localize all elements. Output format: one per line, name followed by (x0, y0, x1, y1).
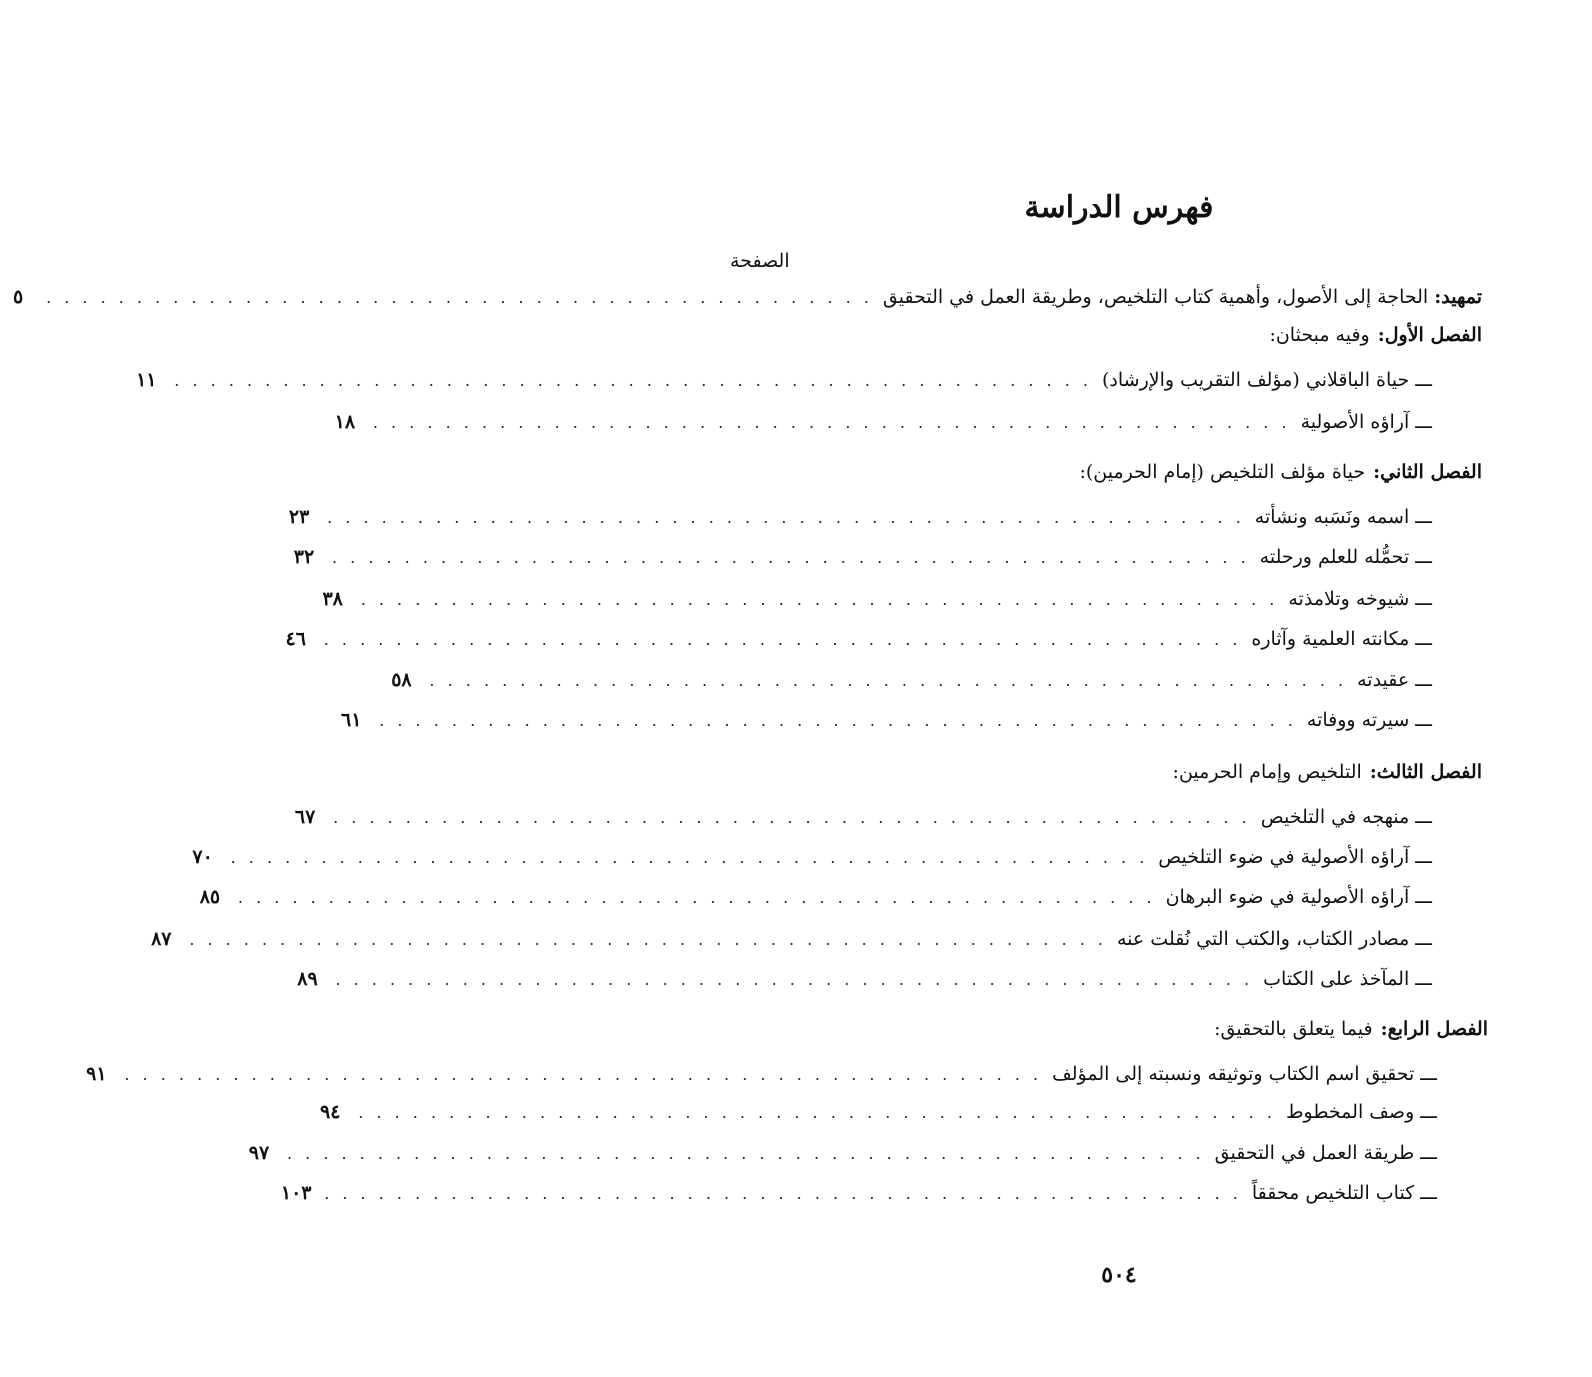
chapter-heading (1269, 318, 1482, 352)
chapter-title: فيما يتعلق بالتحقيق: (1214, 1018, 1373, 1040)
leader-dots: . . . . . . . . . . . . . . . . . . . . . . . . . . . . . . . . . . . . . . . . . . . . . . . . . . . (372, 412, 1291, 432)
leader-dots: . . . . . . . . . . . . . . . . . . . . . . . . . . . . . . . . . . . . . . . . . . . . . . . . . . . (358, 1102, 1276, 1122)
leader-dots: . . . . . . . . . . . . . . . . . . . . . . . . . . . . . . . . . . . . . . . . . . . . . . . . . . . (323, 629, 1242, 649)
toc-page-number: ٢٣ (288, 506, 310, 528)
leader-dots: . . . . . . . . . . . . . . . . . . . . . . . . . . . . . . . . . . . . . . . . . . . . . . . . . . . (286, 1143, 1205, 1163)
chapter-title: التلخيص وإمام الحرمين: (1172, 761, 1362, 783)
toc-entry (199, 880, 1432, 914)
toc-entry-text: ـــ تحقيق اسم الكتاب وتوثيقه ونسبته إلى المؤلف (1052, 1063, 1437, 1085)
toc-entry-text: ـــ عقيدته (1357, 669, 1432, 691)
leader-dots: . . . . . . . . . . . . . . . . . . . . . . . . . . . . . . . . . . . . . . . . . . . . . . . . . . . (327, 507, 1245, 527)
toc-entry-text: ـــ آراؤه الأصولية في ضوء التلخيص (1158, 846, 1432, 868)
toc-page-number: ٦٧ (294, 806, 316, 828)
leader-dots: . . . . . . . . . . . . . . . . . . . . . . . . . . . . . . . . . . . . . . . . . . . . . . . . . . . (331, 547, 1250, 567)
leader-dots: . . . . . . . . . . . . . . . . . . . . . . . . . . . . . . . . . . . . . . . . . . . . . . . . . . . (360, 589, 1279, 609)
toc-entry-text: ـــ طريقة العمل في التحقيق (1215, 1142, 1437, 1164)
leader-dots: . . . . . . . . . . . . . . . . . . . . . . . . . . . . . . . . . . . . . . . . . . . . . . . . . . . (174, 370, 1092, 390)
leader-dots: . . . . . . . . . . . . . . . . . . . . . . . . . . . . . . . . . . . . . . . . . . . . . . . . . . . (230, 847, 1149, 867)
toc-entry-text: ـــ المآخذ على الكتاب (1263, 968, 1432, 990)
leader-dots: . . . . . . . . . . . . . . . . . . . . . . . . . . . . . . . . . . . . . . . . . . . . . . . . . . . (333, 807, 1251, 827)
toc-page-number: ٥٨ (391, 669, 412, 691)
toc-entry (285, 622, 1432, 656)
toc-page-number: ٣٨ (322, 588, 343, 610)
toc-intro-row (12, 280, 1482, 314)
toc-entry (340, 703, 1432, 737)
chapter-label: الفصل الثالث: (1369, 761, 1482, 783)
toc-entry-text: ـــ آراؤه الأصولية في ضوء البرهان (1166, 886, 1432, 908)
toc-entry (151, 922, 1432, 956)
toc-entry (294, 800, 1432, 834)
book-page (12, 0, 1592, 1377)
toc-page-number: ٦١ (340, 709, 362, 731)
page-number: ٥٠٤ (1101, 1262, 1137, 1288)
toc-entry-text: ـــ مصادر الكتاب، والكتب التي نُقلت عنه (1117, 928, 1432, 950)
toc-page-number: ٤٦ (285, 628, 306, 650)
toc-entry (136, 363, 1432, 397)
chapter-label: الفصل الأول: (1377, 324, 1482, 346)
toc-page-number: ١١ (136, 369, 157, 391)
toc-entry-text: ـــ شيوخه وتلامذته (1288, 588, 1432, 610)
toc-entry-text: ـــ كتاب التلخيص محققاً (1252, 1182, 1437, 1204)
toc-page-number: ٩٧ (248, 1142, 270, 1164)
toc-page-number: ٣٢ (293, 546, 315, 568)
toc-entry-text: ـــ سيرته ووفاته (1307, 709, 1432, 731)
chapter-label: الفصل الرابع: (1380, 1018, 1488, 1040)
toc-entry-text: ـــ حياة الباقلاني (مؤلف التقريب والإرشاد) (1102, 369, 1432, 391)
toc-page-number: ١٨ (334, 411, 356, 433)
toc-entry (293, 540, 1432, 574)
toc-entry-text: ـــ اسمه ونَسَبه ونشأته (1255, 506, 1432, 528)
leader-dots: . . . . . . . . . . . . . . . . . . . . . . . . . . . . . . . . . . . . . . . . . . . . . . . . . . . (379, 710, 1297, 730)
toc-intro-text: الحاجة إلى الأصول، وأهمية كتاب التلخيص، وطريقة العمل في التحقيق (882, 286, 1429, 308)
chapter-title: حياة مؤلف التلخيص (إمام الحرمين): (1079, 461, 1366, 483)
toc-entry (297, 962, 1432, 996)
toc-intro-label-group (883, 286, 1482, 308)
page-column-label: الصفحة (730, 250, 790, 272)
toc-entry-text: ـــ منهجه في التلخيص (1261, 806, 1432, 828)
chapter-heading (1079, 455, 1482, 489)
toc-intro-label: تمهيد: (1434, 286, 1482, 308)
toc-entry (248, 1136, 1437, 1170)
toc-entry (334, 405, 1432, 439)
toc-page-number: ١٠٣ (280, 1182, 312, 1204)
toc-page-number: ٨٧ (151, 928, 172, 950)
toc-entry (280, 1176, 1437, 1210)
chapter-label: الفصل الثاني: (1373, 461, 1482, 483)
toc-page-number: ٧٠ (192, 846, 213, 868)
toc-entry-text: ـــ مكانته العلمية وآثاره (1251, 628, 1432, 650)
toc-entry-text: ـــ وصف المخطوط (1286, 1101, 1437, 1123)
toc-page-number: ٩١ (86, 1063, 107, 1085)
page-title: فهرس الدراسة (1024, 190, 1214, 225)
leader-dots: . . . . . . . . . . . . . . . . . . . . . . . . . . . . . . . . . . . . . . . . . . . . . . . . . . . (324, 1183, 1242, 1203)
toc-page-number: ٨٥ (199, 886, 221, 908)
toc-page-number: ٥ (12, 286, 24, 308)
leader-dots: . . . . . . . . . . . . . . . . . . . . . . . . . . . . . . . . . . . . . . . . . . . . . . . . . . . (335, 969, 1254, 989)
leader-dots: . . . . . . . . . . . . . . . . . . . . . . . . . . . . . . . . . . . . . . . . . . . . . . . . . . . (237, 887, 1156, 907)
toc-entry (86, 1057, 1437, 1091)
toc-entry (288, 500, 1432, 534)
toc-entry-text: ـــ تحمُّله للعلم ورحلته (1260, 546, 1432, 568)
leader-dots: . . . . . . . . . . . . . . . . . . . . . . . . . . . . . . . . . . . . . . . . . . . . . . . . . . . (189, 929, 1107, 949)
toc-page-number: ٩٤ (320, 1101, 341, 1123)
toc-entry (320, 1095, 1437, 1129)
toc-entry (391, 663, 1432, 697)
toc-entry-text: ـــ آراؤه الأصولية (1301, 411, 1432, 433)
chapter-heading (1214, 1012, 1488, 1046)
chapter-heading (1173, 755, 1482, 789)
toc-entry (322, 582, 1432, 616)
toc-page-number: ٨٩ (297, 968, 318, 990)
leader-dots: . . . . . . . . . . . . . . . . . . . . . . . . . . . . . . . . . . . . . . . . . . . . . . . . . . . (124, 1064, 1043, 1084)
chapter-title: وفيه مبحثان: (1269, 324, 1370, 346)
leader-dots: . . . . . . . . . . . . . . . . . . . . . . . . . . . . . . . . . . . . . . . . . . . . . . (46, 287, 873, 307)
leader-dots: . . . . . . . . . . . . . . . . . . . . . . . . . . . . . . . . . . . . . . . . . . . . . . . . . . . (429, 670, 1348, 690)
toc-entry (192, 840, 1432, 874)
